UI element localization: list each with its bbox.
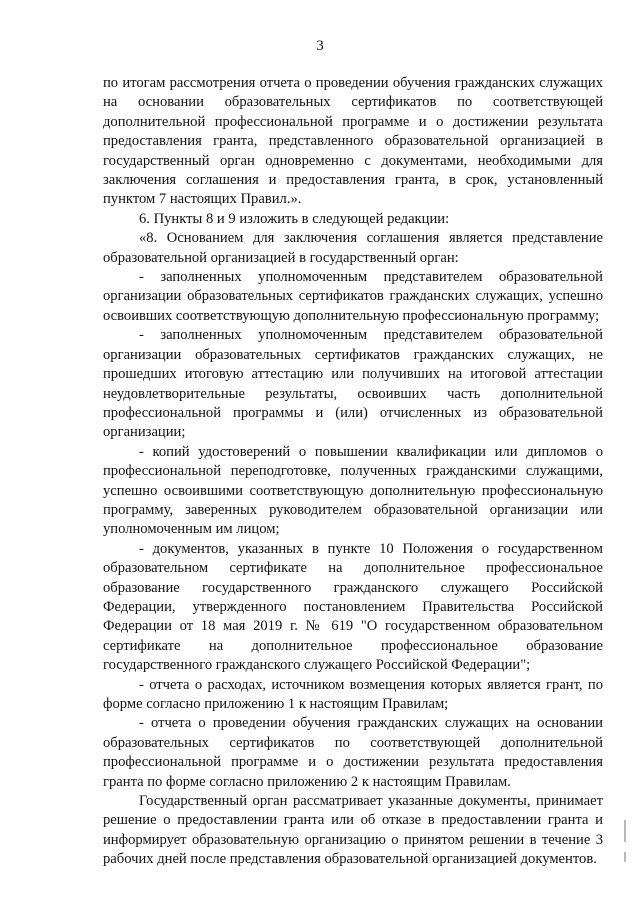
page-number: 3 xyxy=(316,38,324,54)
paragraph: по итогам рассмотрения отчета о проведении обучения гражданских служащих на основании образовательных сертификатов по соответствующей дополнительной профессиональной программе и о достижении результата предоставления гранта, представленного образовательной организацией в государственный орган одновременно с документами, необходимыми для заключения соглашения и предоставления гранта, в срок, установленный пунктом 7 настоящих Правил.». xyxy=(103,75,603,208)
list-item: - заполненных уполномоченным представителем образовательной организации образовательных сертификатов гражданских служащих, успешно освоивших соответствующую дополнительную профессиональную программу; xyxy=(103,269,603,324)
scan-edge-mark xyxy=(624,820,626,842)
list-item: - отчета о расходах, источником возмещения которых является грант, по форме согласно приложению 1 к настоящим Правилам; xyxy=(103,676,603,712)
list-item: - заполненных уполномоченным представителем образовательной организации образовательных сертификатов гражданских служащих, не прошедших итоговую аттестацию или получивших на итоговой аттестации неудовлетворительные результаты, освоивших часть дополнительной профессиональной программы и (или) отчисленных из образовательной организации; xyxy=(103,327,603,441)
list-item: - отчета о проведении обучения гражданских служащих на основании образовательных сертификатов по соответствующей дополнительной профессиональной программе и о достижении результата предоставления гранта по форме согласно приложению 2 к настоящим Правилам. xyxy=(103,715,603,790)
paragraph: 6. Пункты 8 и 9 изложить в следующей редакции: xyxy=(139,210,450,227)
paragraph: «8. Основанием для заключения соглашения является представление образовательной организацией в государственный орган: xyxy=(103,230,603,266)
list-item: - копий удостоверений о повышении квалификации или дипломов о профессиональной переподготовке, полученных гражданскими служащими, успешно освоившими соответствующую дополнительную профессиональную программу, заверенных руководителем образовательной организации или уполномоченным им лицом; xyxy=(103,443,603,538)
document-body xyxy=(103,74,603,870)
scan-edge-mark xyxy=(624,852,626,862)
paragraph: Государственный орган рассматривает указанные документы, принимает решение о предоставлении гранта или об отказе в предоставлении гранта и информирует образовательную организацию о принятом решении в течение 3 рабочих дней после представления образовательной организацией документов. xyxy=(103,793,603,868)
list-item: - документов, указанных в пункте 10 Положения о государственном образовательном сертификате на дополнительное профессиональное образование государственного гражданского служащего Российской Федерации, утвержденного постановлением Правительства Российской Федерации от 18 мая 2019 г. № 619 "О государственном образовательном сертификате на дополнительное профессиональное образование государственного гражданского служащего Российской Федерации"; xyxy=(103,540,603,674)
